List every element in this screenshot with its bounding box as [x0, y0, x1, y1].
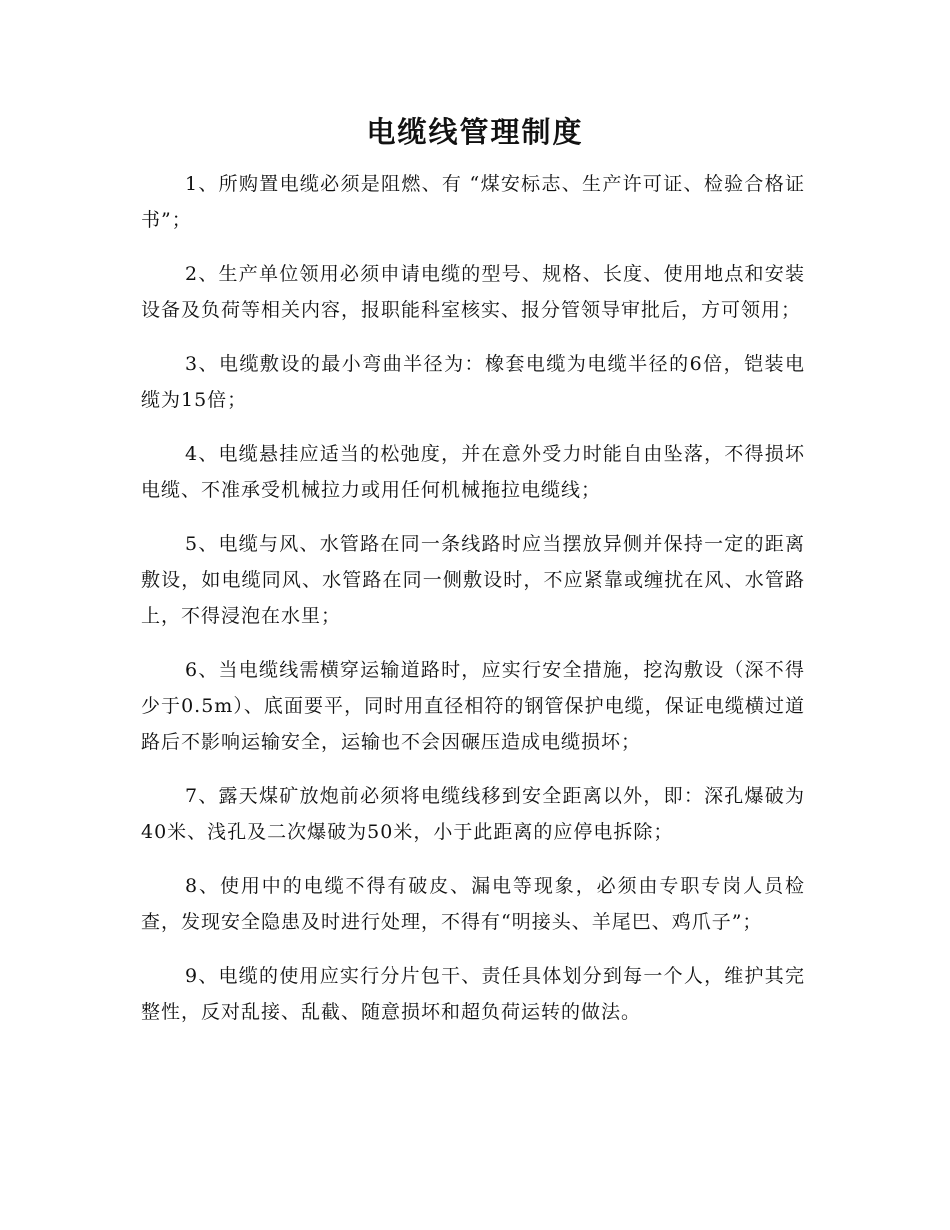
paragraph-6: 6、当电缆线需横穿运输道路时，应实行安全措施，挖沟敷设（深不得少于0.5m）、底面要平，同时用直径相符的钢管保护电缆，保证电缆横过道路后不影响运输安全，运输也不会因碾压造成电缆损坏； — [141, 659, 805, 753]
paragraph-9: 9、电缆的使用应实行分片包干、责任具体划分到每一个人，维护其完整性，反对乱接、乱截、随意损坏和超负荷运转的做法。 — [141, 965, 805, 1023]
document-title: 电缆线管理制度 — [366, 115, 584, 149]
paragraph-4: 4、电缆悬挂应适当的松弛度，并在意外受力时能自由坠落，不得损坏电缆、不准承受机械拉力或用任何机械拖拉电缆线； — [141, 443, 805, 501]
paragraph-8: 8、使用中的电缆不得有破皮、漏电等现象，必须由专职专岗人员检查，发现安全隐患及时进行处理，不得有“明接头、羊尾巴、鸡爪子”； — [141, 875, 805, 933]
document-body — [141, 166, 805, 1048]
paragraph-2: 2、生产单位领用必须申请电缆的型号、规格、长度、使用地点和安装设备及负荷等相关内容，报职能科室核实、报分管领导审批后，方可领用； — [141, 263, 805, 321]
paragraph-5: 5、电缆与风、水管路在同一条线路时应当摆放异侧并保持一定的距离敷设，如电缆同风、水管路在同一侧敷设时，不应紧靠或缠扰在风、水管路上，不得浸泡在水里； — [141, 533, 805, 627]
paragraph-1: 1、所购置电缆必须是阻燃、有 “煤安标志、生产许可证、检验合格证书”； — [141, 173, 805, 231]
paragraph-7: 7、露天煤矿放炮前必须将电缆线移到安全距离以外，即：深孔爆破为40米、浅孔及二次爆破为50米，小于此距离的应停电拆除； — [141, 785, 805, 843]
paragraph-3: 3、电缆敷设的最小弯曲半径为：橡套电缆为电缆半径的6倍，铠装电缆为15倍； — [141, 353, 805, 411]
